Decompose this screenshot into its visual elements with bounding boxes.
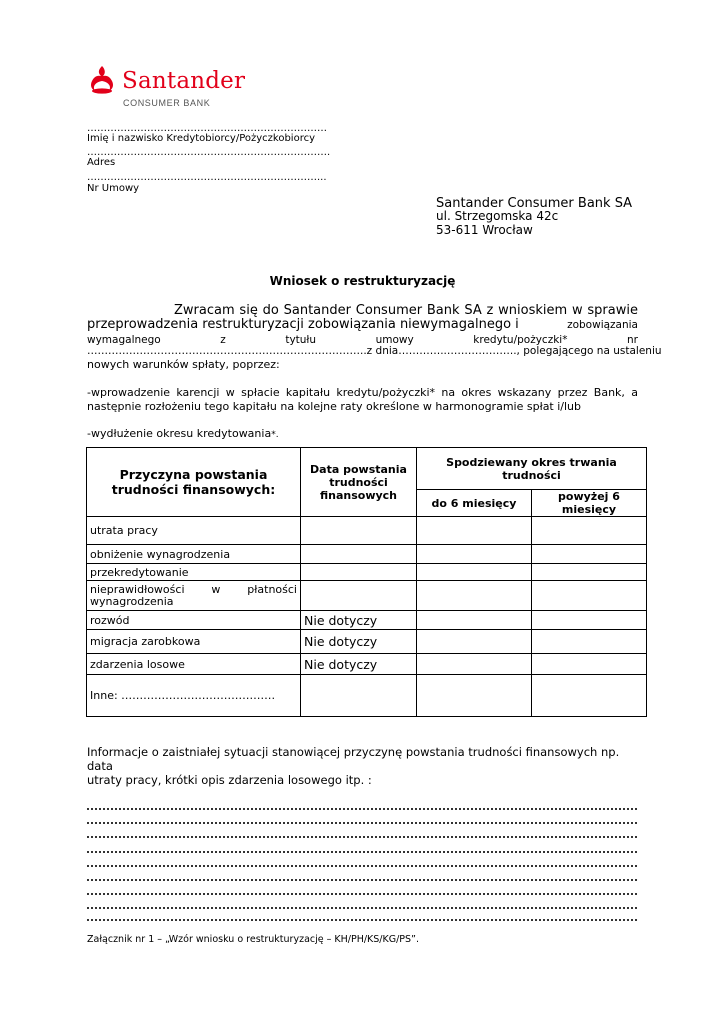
option-1: -wprowadzenie karencji w spłacie kapitału kredytu/pożyczki* na okres wskazany przez Bank, a następnie rozłożeniu tego kapitału na kolejne raty określone w harmonogramie spłat i/lub [87, 386, 638, 413]
up-to-6-cell[interactable] [417, 564, 532, 581]
date-cell[interactable] [301, 581, 417, 611]
up-to-6-cell[interactable] [417, 517, 532, 545]
date-cell[interactable] [301, 545, 417, 564]
name-dots: ……………………………………………………………… [87, 123, 327, 134]
table-row [87, 611, 647, 630]
body-line-1: Zwracam się do Santander Consumer Bank SA z wnioskiem w sprawie [174, 303, 638, 318]
page-title: Wniosek o restrukturyzację [269, 274, 456, 288]
description-line[interactable] [87, 899, 637, 909]
header-cause: Przyczyna powstania trudności finansowych: [87, 448, 301, 517]
body-line-5: nowych warunków spłaty, poprzez: [87, 358, 280, 371]
table-row [87, 517, 647, 545]
logo-name: Santander [122, 68, 246, 94]
over-6-cell[interactable] [532, 611, 647, 630]
cause-cell: migracja zarobkowa [87, 630, 301, 654]
recipient-city: 53-611 Wrocław [436, 223, 533, 237]
date-cell: Nie dotyczy [301, 611, 417, 630]
description-line[interactable] [87, 843, 637, 853]
over-6-cell[interactable] [532, 675, 647, 717]
cause-cell: obniżenie wynagrodzenia [87, 545, 301, 564]
option-2: -wydłużenie okresu kredytowania*. [87, 427, 279, 440]
up-to-6-cell[interactable] [417, 654, 532, 675]
body-line-3: wymagalnego z tytułu umowy kredytu/pożyczki* nr [87, 334, 638, 346]
header-over-6: powyżej 6 miesięcy [532, 490, 647, 517]
up-to-6-cell[interactable] [417, 630, 532, 654]
date-cell[interactable] [301, 517, 417, 545]
over-6-cell[interactable] [532, 654, 647, 675]
date-cell: Nie dotyczy [301, 630, 417, 654]
logo-subtitle: CONSUMER BANK [123, 98, 211, 108]
cause-cell: utrata pracy [87, 517, 301, 545]
table-row [87, 675, 647, 717]
body-line-2: przeprowadzenia restrukturyzacji zobowiązania niewymagalnego i zobowiązania [87, 317, 638, 332]
footer-note: Załącznik nr 1 – „Wzór wniosku o restrukturyzację – KH/PH/KS/KG/PS”. [87, 934, 419, 945]
header-up-to-6: do 6 miesięcy [417, 490, 532, 517]
over-6-cell[interactable] [532, 517, 647, 545]
up-to-6-cell[interactable] [417, 611, 532, 630]
description-line[interactable] [87, 814, 637, 824]
header-date: Data powstania trudności finansowych [301, 448, 417, 517]
santander-flame-icon [87, 64, 117, 94]
difficulty-table [86, 447, 647, 717]
date-cell[interactable] [301, 675, 417, 717]
description-line[interactable] [87, 911, 637, 921]
address-dots: ………………………………………………………………. [87, 147, 331, 158]
cause-cell: nieprawidłowości w płatności wynagrodzenia [87, 581, 301, 611]
description-line[interactable] [87, 800, 637, 810]
date-cell: Nie dotyczy [301, 654, 417, 675]
address-label: Adres [87, 157, 116, 168]
name-label: Imię i nazwisko Kredytobiorcy/Pożyczkobiorcy [87, 133, 316, 144]
up-to-6-cell[interactable] [417, 675, 532, 717]
over-6-cell[interactable] [532, 630, 647, 654]
description-line[interactable] [87, 857, 637, 867]
cause-cell: rozwód [87, 611, 301, 630]
contract-label: Nr Umowy [87, 183, 140, 194]
body-line-4: ……………………………………………………………………..z dnia …………..……………….., polegającego na ustaleniu [87, 345, 662, 357]
up-to-6-cell[interactable] [417, 581, 532, 611]
over-6-cell[interactable] [532, 545, 647, 564]
info-text: Informacje o zaistniałej sytuacji stanowiącej przyczynę powstania trudności finansowych np. data utraty pracy, krótki opis zdarzenia losowego itp. : [87, 745, 620, 787]
table-row [87, 581, 647, 611]
header-expected: Spodziewany okres trwania trudności [417, 448, 647, 490]
date-cell[interactable] [301, 564, 417, 581]
over-6-cell[interactable] [532, 564, 647, 581]
cause-cell: przekredytowanie [87, 564, 301, 581]
recipient-street: ul. Strzegomska 42c [436, 209, 559, 223]
table-row [87, 545, 647, 564]
description-line[interactable] [87, 828, 637, 838]
description-line[interactable] [87, 871, 637, 881]
table-row [87, 564, 647, 581]
recipient-name: Santander Consumer Bank SA [436, 196, 633, 211]
up-to-6-cell[interactable] [417, 545, 532, 564]
table-row [87, 654, 647, 675]
table-row [87, 630, 647, 654]
cause-cell[interactable]: Inne: …………………………………… [87, 675, 301, 717]
cause-cell: zdarzenia losowe [87, 654, 301, 675]
contract-dots: ……………………………………………………………... [87, 172, 327, 183]
over-6-cell[interactable] [532, 581, 647, 611]
table-header-row [87, 448, 647, 490]
description-line[interactable] [87, 885, 637, 895]
